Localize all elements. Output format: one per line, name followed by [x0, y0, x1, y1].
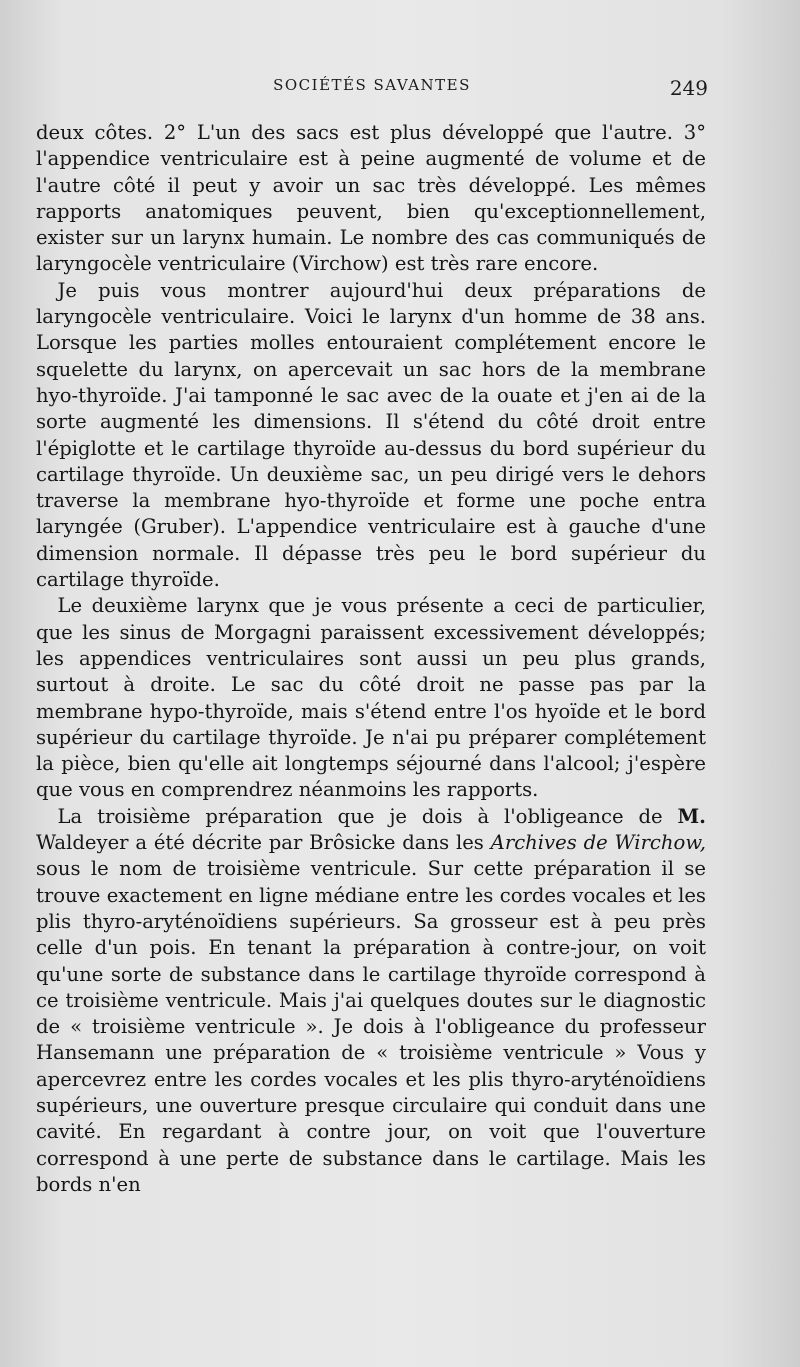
paragraph-1: deux côtes. 2° L'un des sacs est plus développé que l'autre. 3° l'appendice ventriculaire est à peine augmenté de volume et de l'autre côté il peut y avoir un sac très développé. Les mêmes rapports anatomiques peuvent, bien qu'exceptionnellement, exister sur un larynx humain. Le nombre des cas communiqués de laryngocèle ventriculaire (Virchow) est très rare encore. — [36, 121, 706, 276]
paragraph-4-italic: Archives de Wirchow, — [490, 831, 707, 855]
paragraph-3: Le deuxième larynx que je vous présente a ceci de particulier, que les sinus de Morgagni paraissent excessivement développés; les appendices ventriculaires sont aussi un peu plus grands, surtout à droite. Le sac du côté droit ne passe pas par la membrane hypo-thyroïde, mais s'étend entre l'os hyoïde et le bord supérieur du cartilage thyroïde. Je n'ai pu préparer complétement la pièce, bien qu'elle ait longtemps séjourné dans l'alcool; j'espère que vous en comprendrez néanmoins les rapports. — [36, 594, 706, 802]
paragraph-4 — [36, 804, 706, 1198]
paragraph-4-part-3: sous le nom de troisième ventricule. Sur cette préparation il se trouve exactement en ligne médiane entre les cordes vocales et les plis thyro-aryténoïdiens supérieurs. Sa grosseur est à peu près celle d'un pois. En tenant la préparation à contre-jour, on voit qu'une sorte de substance dans le cartilage thyroïde correspond à ce troisième ventricule. Mais j'ai quelques doutes sur le diagnostic de « troisième ventricule ». Je dois à l'obligeance du professeur Hansemann une préparation de « troisième ventricule » Vous y apercevrez entre les cordes vocales et les plis thyro-aryténoïdiens supérieurs, une ouverture presque circulaire qui conduit dans une cavité. En regardant à contre jour, on voit que l'ouverture correspond à une perte de substance dans le cartilage. Mais les bords n'en — [36, 857, 706, 1196]
running-title: SOCIÉTÉS SAVANTES — [273, 76, 471, 94]
paragraph-4-part-2: Waldeyer a été décrite par Brôsicke dans les — [36, 831, 491, 855]
paragraph-2: Je puis vous montrer aujourd'hui deux préparations de laryngocèle ventriculaire. Voici le larynx d'un homme de 38 ans. Lorsque les parties molles entouraient complétement encore le squelette du larynx, on apercevait un sac hors de la membrane hyo-thyroïde. J'ai tamponné le sac avec de la ouate et j'en ai de la sorte augmenté les dimensions. Il s'étend du côté droit entre l'épiglotte et le cartilage thyroïde au-dessus du bord supérieur du cartilage thyroïde. Un deuxième sac, un peu dirigé vers le dehors traverse la membrane hyo-thyroïde et forme une poche entra laryngée (Gruber). L'appendice ventriculaire est à gauche d'une dimension normale. Il dépasse très peu le bord supérieur du cartilage thyroïde. — [36, 278, 706, 592]
paragraph-4-bold: M. — [677, 804, 706, 828]
page-number: 249 — [669, 76, 708, 100]
body-text — [36, 120, 706, 1198]
running-head — [36, 76, 708, 104]
paragraph-4-part-1: La troisième préparation que je dois à l'obligeance de — [57, 804, 678, 828]
